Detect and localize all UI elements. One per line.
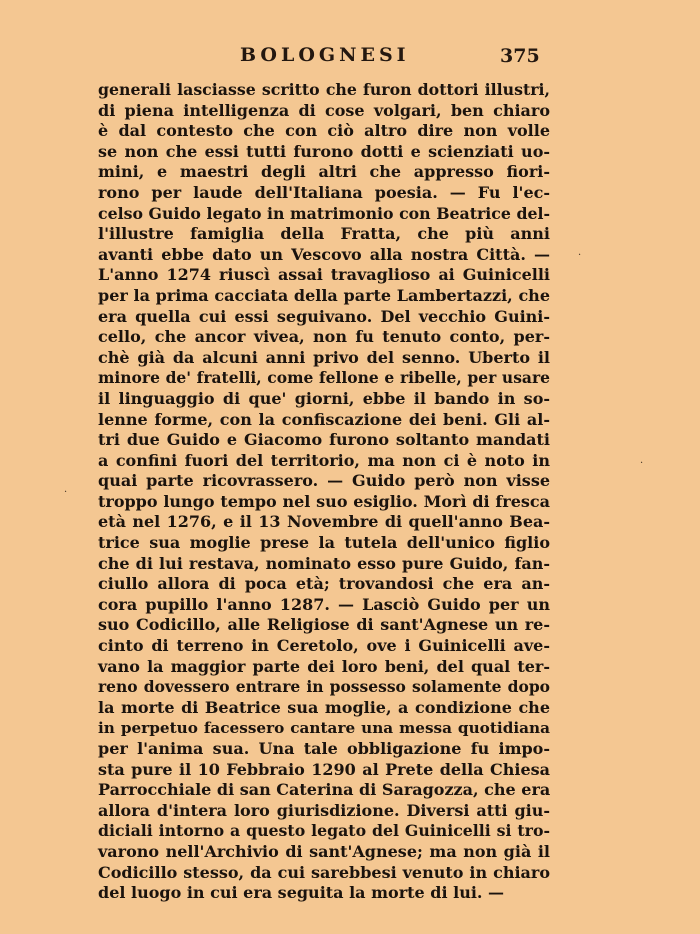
text-line: se non che essi tutti furono dotti e scienziati uo- bbox=[98, 141, 550, 161]
text-line: celso Guido legato in matrimonio con Beatrice del- bbox=[98, 203, 550, 223]
text-line: che di lui restava, nominato esso pure Guido, fan- bbox=[98, 553, 550, 573]
text-line: diciali intorno a questo legato del Guinicelli si tro- bbox=[98, 821, 550, 841]
margin-speck: · bbox=[64, 487, 68, 498]
body-text bbox=[98, 80, 550, 904]
page-number: 375 bbox=[500, 45, 540, 67]
text-line: avanti ebbe dato un Vescovo alla nostra Città. — bbox=[98, 244, 550, 264]
text-line: la morte di Beatrice sua moglie, a condizione che bbox=[98, 697, 550, 717]
text-line: chè già da alcuni anni privo del senno. Uberto il bbox=[98, 347, 550, 367]
margin-speck: · bbox=[640, 458, 644, 469]
text-line: trice sua moglie prese la tutela dell'unico figlio bbox=[98, 533, 550, 553]
text-line: vano la maggior parte dei loro beni, del qual ter- bbox=[98, 656, 550, 676]
text-line: reno dovessero entrare in possesso solamente dopo bbox=[98, 677, 550, 697]
text-line: l'illustre famiglia della Fratta, che più anni bbox=[98, 224, 550, 244]
text-line: era quella cui essi seguivano. Del vecchio Guini- bbox=[98, 306, 550, 326]
margin-speck: · bbox=[578, 250, 582, 261]
text-line: troppo lungo tempo nel suo esiglio. Morì di fresca bbox=[98, 491, 550, 511]
text-line: mini, e maestri degli altri che appresso fiori- bbox=[98, 162, 550, 182]
text-line: Codicillo stesso, da cui sarebbesi venuto in chiaro bbox=[98, 862, 550, 882]
text-line: il linguaggio di que' giorni, ebbe il bando in so- bbox=[98, 388, 550, 408]
running-title: BOLOGNESI bbox=[240, 44, 410, 66]
text-line: cinto di terreno in Ceretolo, ove i Guinicelli ave- bbox=[98, 636, 550, 656]
text-line: di piena intelligenza di cose volgari, ben chiaro bbox=[98, 100, 550, 120]
text-line: è dal contesto che con ciò altro dire non volle bbox=[98, 121, 550, 141]
text-line: cora pupillo l'anno 1287. — Lasciò Guido per un bbox=[98, 594, 550, 614]
text-line: lenne forme, con la confiscazione dei beni. Gli al- bbox=[98, 409, 550, 429]
text-line: varono nell'Archivio di sant'Agnese; ma non già il bbox=[98, 841, 550, 861]
text-line: quai parte ricovrassero. — Guido però non visse bbox=[98, 471, 550, 491]
text-line: suo Codicillo, alle Religiose di sant'Agnese un re- bbox=[98, 615, 550, 635]
text-line: sta pure il 10 Febbraio 1290 al Prete della Chiesa bbox=[98, 759, 550, 779]
text-line: generali lasciasse scritto che furon dottori illustri, bbox=[98, 80, 550, 99]
text-line: in perpetuo facessero cantare una messa quotidiana bbox=[98, 719, 550, 738]
text-line: età nel 1276, e il 13 Novembre di quell'anno Bea- bbox=[98, 512, 550, 532]
text-line: a confini fuori del territorio, ma non ci è noto in bbox=[98, 450, 550, 470]
text-line: del luogo in cui era seguita la morte di lui. — bbox=[98, 883, 505, 903]
text-line: tri due Guido e Giacomo furono soltanto mandati bbox=[98, 430, 550, 450]
text-line: minore de' fratelli, come fellone e ribelle, per usare bbox=[98, 368, 550, 388]
text-line: allora d'intera loro giurisdizione. Diversi atti giu- bbox=[98, 800, 550, 820]
text-line: ciullo allora di poca età; trovandosi che era an- bbox=[98, 574, 550, 594]
running-head bbox=[0, 44, 700, 68]
text-line: per l'anima sua. Una tale obbligazione fu impo- bbox=[98, 739, 550, 758]
text-line: cello, che ancor vivea, non fu tenuto conto, per- bbox=[98, 327, 550, 347]
text-line: Parrocchiale di san Caterina di Saragozza, che era bbox=[98, 780, 551, 800]
text-line: per la prima cacciata della parte Lambertazzi, che bbox=[98, 285, 550, 305]
text-line: rono per laude dell'Italiana poesia. — Fu l'ec- bbox=[98, 182, 550, 202]
text-line: L'anno 1274 riuscì assai travaglioso ai Guinicelli bbox=[98, 265, 550, 285]
